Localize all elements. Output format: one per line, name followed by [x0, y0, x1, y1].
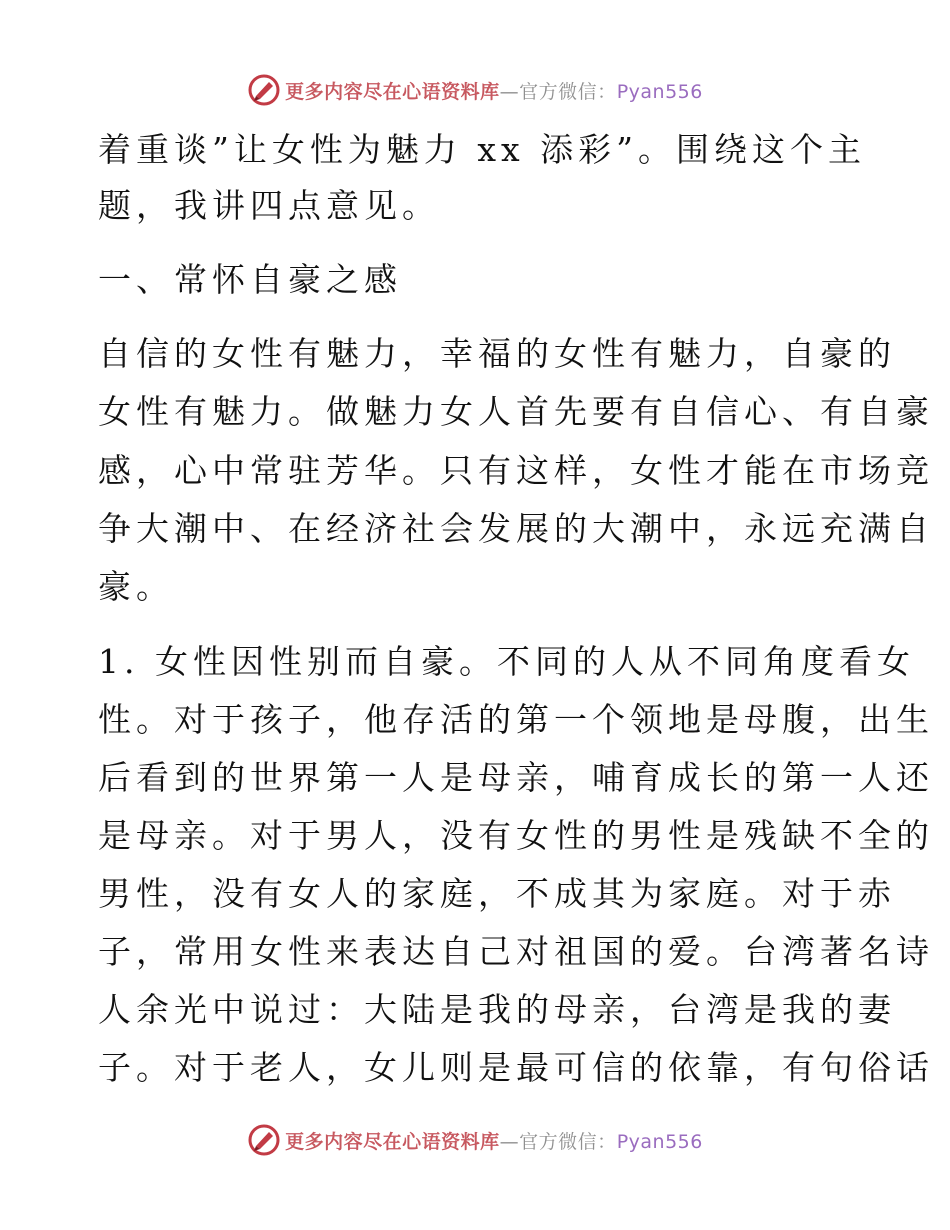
text-line: 题，我讲四点意见。 — [98, 186, 440, 225]
text-line: 女性有魅力。做魅力女人首先要有自信心、有自豪 — [98, 392, 934, 431]
watermark-handle: Pyan556 — [616, 80, 703, 103]
text-line: 后看到的世界第一人是母亲，哺育成长的第一人还 — [98, 758, 934, 797]
brand-logo-icon — [247, 73, 281, 107]
text-line: 子，常用女性来表达自己对祖国的爱。台湾著名诗 — [98, 932, 934, 971]
watermark-text — [285, 77, 703, 104]
watermark-brand: 更多内容尽在心语资料库 — [285, 1130, 500, 1153]
watermark-brand: 更多内容尽在心语资料库 — [285, 80, 500, 103]
text-line: 人余光中说过：大陆是我的母亲，台湾是我的妻 — [98, 990, 896, 1029]
text-line: 子。对于老人，女儿则是最可信的依靠，有句俗话 — [98, 1048, 934, 1087]
watermark-handle: Pyan556 — [616, 1130, 703, 1153]
text-line: 1. 女性因性别而自豪。不同的人从不同角度看女 — [98, 642, 915, 681]
text-line: 是母亲。对于男人，没有女性的男性是残缺不全的 — [98, 816, 934, 855]
text-line: 感，心中常驻芳华。只有这样，女性才能在市场竞 — [98, 451, 934, 490]
watermark-label: 官方微信： — [519, 1130, 617, 1153]
section-heading: 一、常怀自豪之感 — [98, 260, 402, 299]
header-watermark — [0, 70, 950, 110]
text-line: 男性，没有女人的家庭，不成其为家庭。对于赤 — [98, 874, 896, 913]
footer-watermark — [0, 1120, 950, 1160]
text-line: 争大潮中、在经济社会发展的大潮中，永远充满自 — [98, 509, 934, 548]
brand-logo-icon — [247, 1123, 281, 1157]
text-line: 豪。 — [98, 567, 174, 606]
watermark-label: 官方微信： — [519, 80, 617, 103]
text-line: 性。对于孩子，他存活的第一个领地是母腹，出生 — [98, 700, 934, 739]
text-line: 自信的女性有魅力，幸福的女性有魅力，自豪的 — [98, 334, 896, 373]
watermark-separator: — — [499, 80, 520, 103]
watermark-text — [285, 1127, 703, 1154]
watermark-separator: — — [499, 1130, 520, 1153]
text-line: 着重谈”让女性为魅力 xx 添彩”。围绕这个主 — [98, 130, 866, 169]
